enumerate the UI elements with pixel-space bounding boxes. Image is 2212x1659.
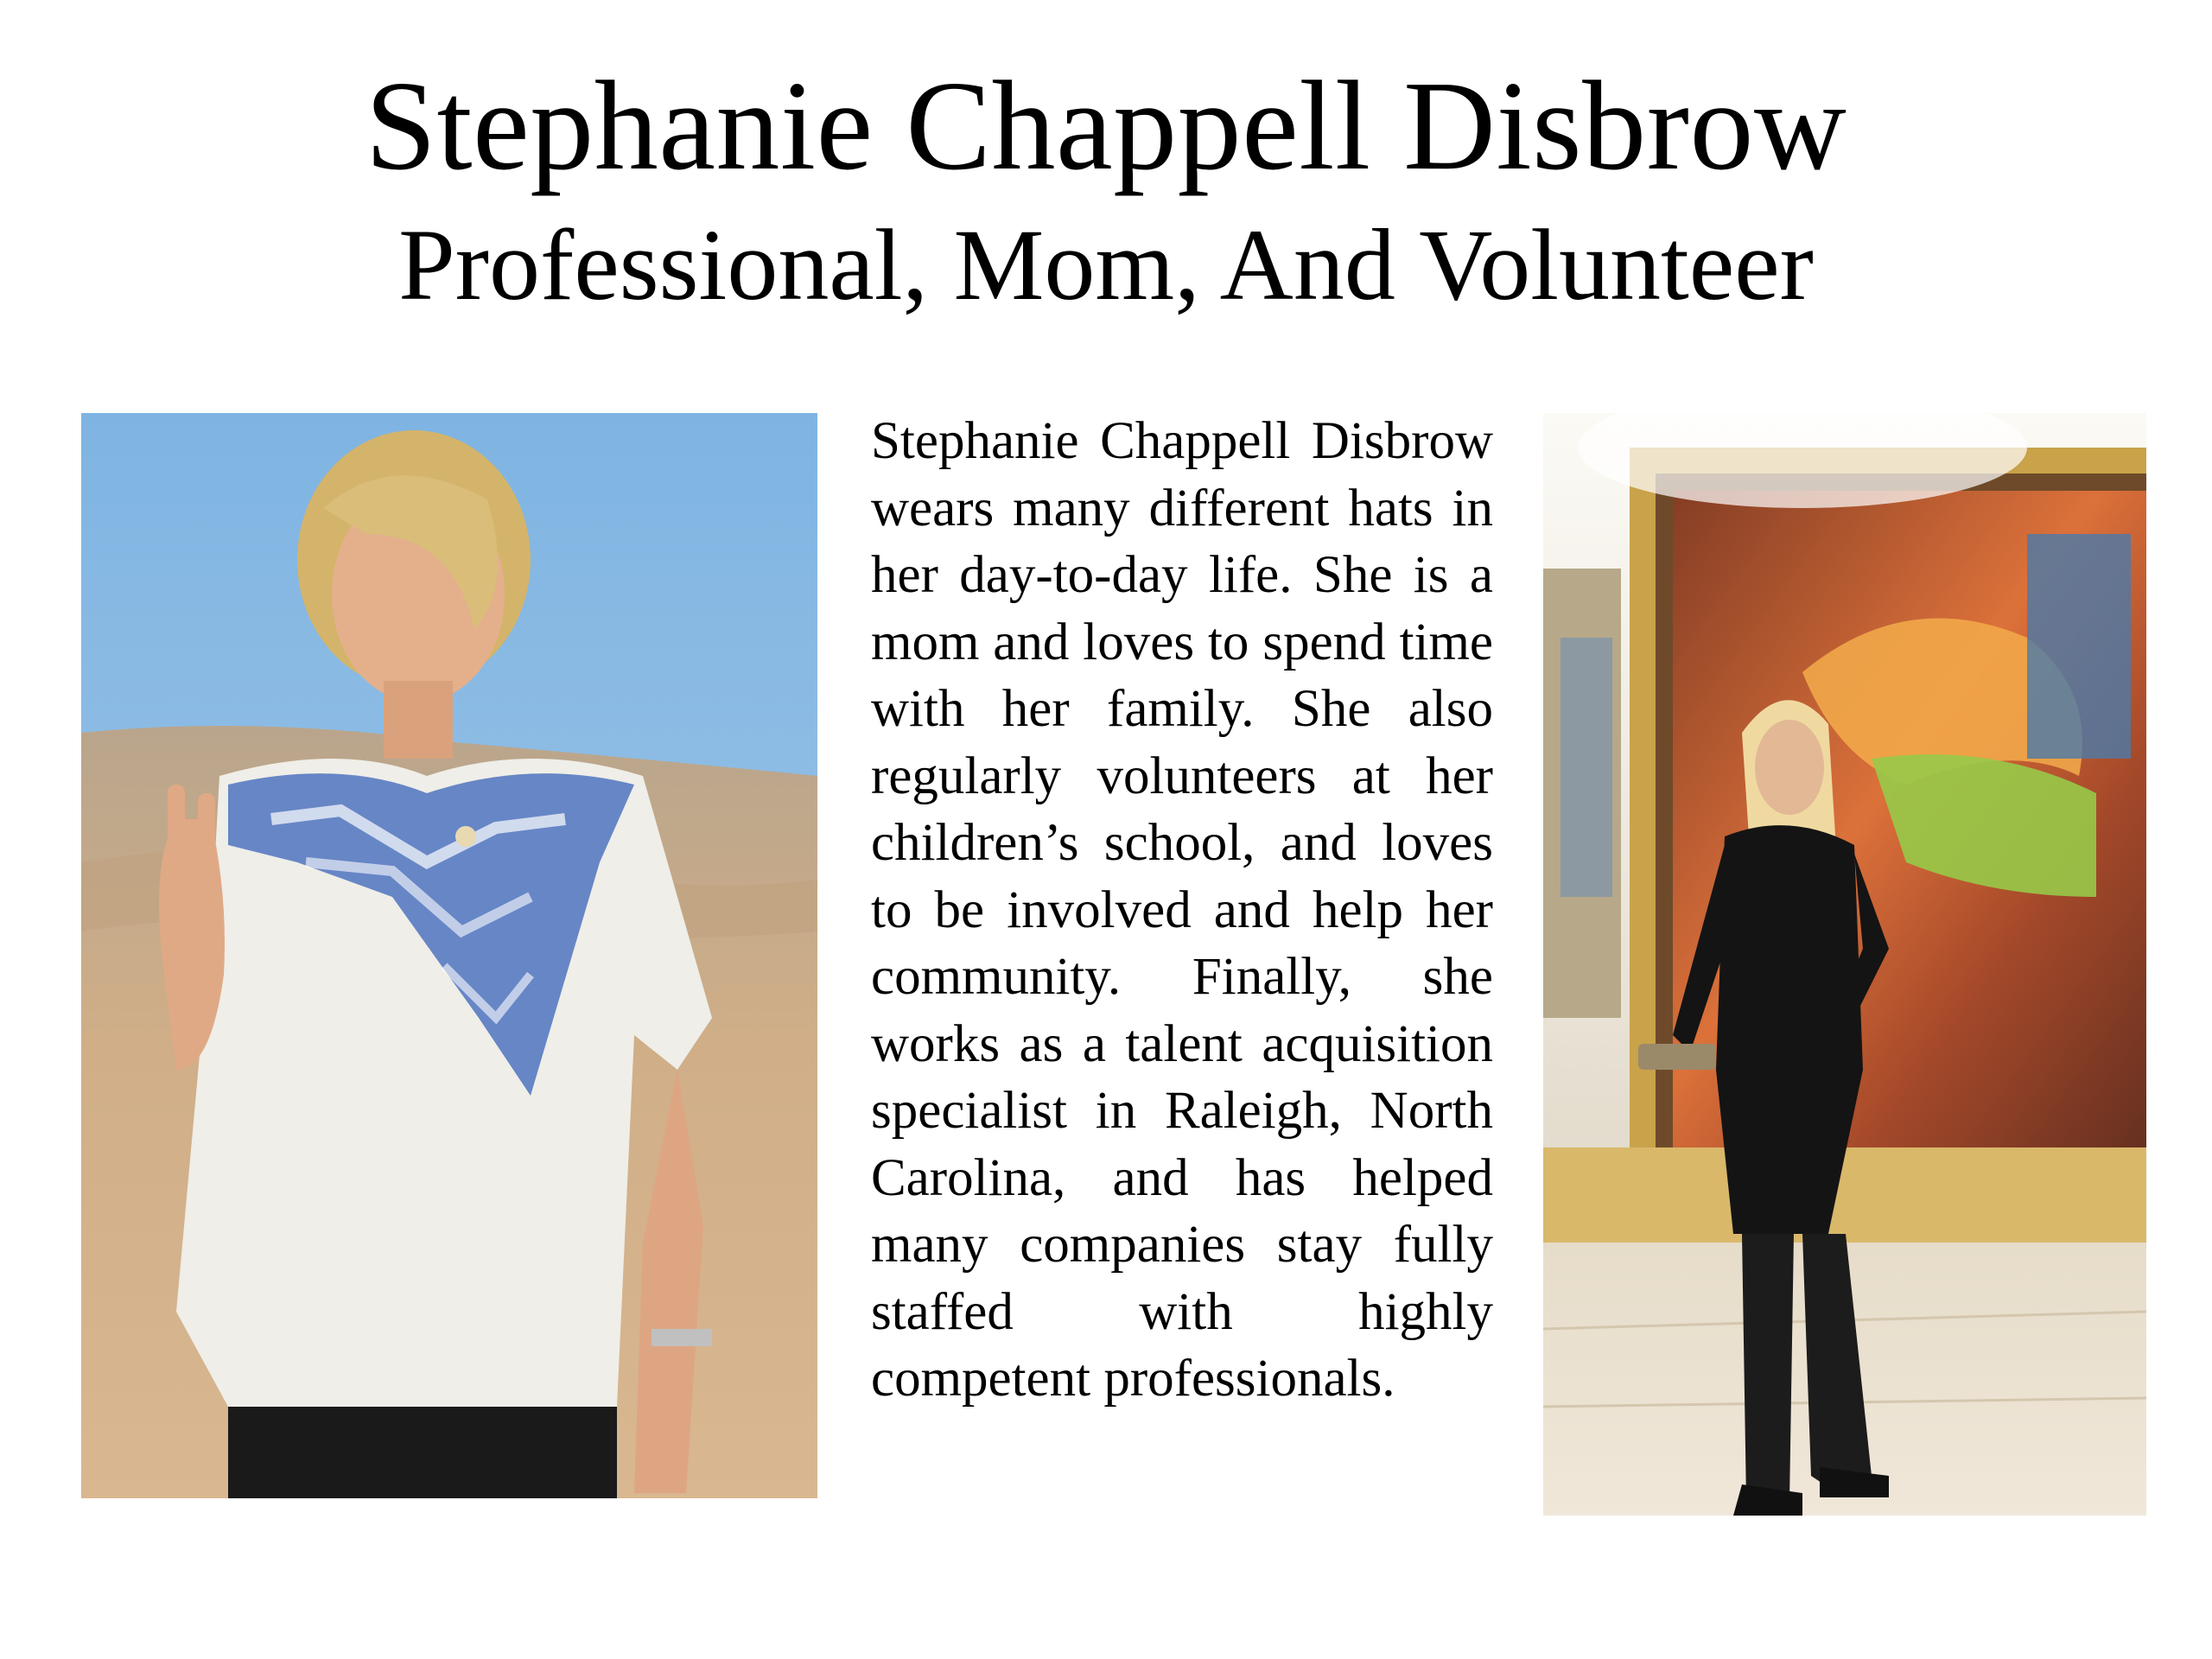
photo-gallery-image [1543, 413, 2146, 1516]
photo-desert-image [81, 413, 817, 1498]
photo-gallery-portrait [1543, 413, 2146, 1516]
slide-subtitle: Professional, Mom, And Volunteer [398, 208, 1814, 321]
title-block [0, 52, 2212, 330]
slide-title: Stephanie Chappell Disbrow [365, 55, 1847, 197]
body-paragraph: Stephanie Chappell Disbrow wears many different hats in her day-to-day life. She is a mom and loves to spend time with her family. She also regularly volunteers at her children’s school, and loves to be involved and help her community. Finally, she works as a talent acquisition specialist in Raleigh, North Carolina, and has helped many companies stay fully staffed with highly competent professionals. [871, 412, 1493, 1408]
photo-desert-portrait [81, 413, 817, 1498]
